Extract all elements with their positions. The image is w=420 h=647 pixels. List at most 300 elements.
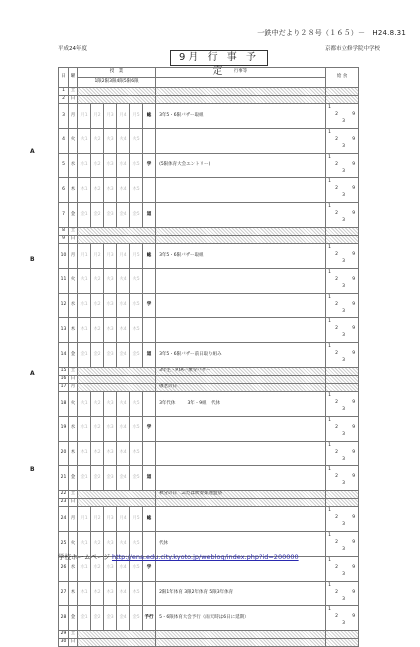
lunch-grade: 2 (335, 399, 338, 405)
table-row (59, 243, 359, 268)
lunch-grade: 2 (335, 112, 338, 117)
period-cell: 金2 (91, 203, 104, 228)
day-cell: 13 (59, 318, 69, 343)
event-cell (156, 293, 326, 318)
period-cell: 木1 (78, 581, 91, 606)
period-cell: 月3 (104, 104, 117, 129)
period-cell: 火4 (117, 391, 130, 416)
event-cell (156, 507, 326, 532)
lunch-grade: 2 (335, 589, 338, 595)
lunch-count: 9 (352, 474, 356, 480)
table-row (59, 639, 359, 647)
table-row (59, 416, 359, 441)
lunch-grade: 1 (328, 204, 331, 210)
school-homepage-link[interactable]: http://ena.edu.city.kyoto.jp/weblog/index.php?id=200000 (111, 553, 299, 561)
period-cell: 水5 (130, 416, 143, 441)
period-cell: 水4 (117, 293, 130, 318)
period-cell: 水3 (104, 293, 117, 318)
period-cell: 火2 (91, 531, 104, 556)
event-cell (156, 416, 326, 441)
period-6-cell: 学 (143, 556, 156, 581)
period-cell: 金5 (130, 343, 143, 368)
table-row (59, 606, 359, 631)
holiday-periods (78, 88, 156, 96)
week-marker-b2: B (30, 466, 35, 473)
header-events-blank (156, 78, 326, 88)
lunch-count: 9 (352, 251, 356, 257)
period-cell: 木5 (130, 441, 143, 466)
event-cell (156, 178, 326, 203)
lunch-grade: 3 (342, 431, 345, 437)
period-cell: 木5 (130, 581, 143, 606)
period-6-cell: 予行 (143, 606, 156, 631)
lunch-grade: 3 (342, 283, 345, 289)
weekday-cell: 水 (69, 293, 78, 318)
lunch-cell (326, 318, 359, 343)
period-cell: 金4 (117, 606, 130, 631)
period-6-cell: 学 (143, 293, 156, 318)
lunch-grade: 3 (342, 481, 345, 487)
holiday-periods (78, 375, 156, 383)
period-cell: 月1 (78, 104, 91, 129)
lunch-count: 9 (352, 424, 356, 430)
table-row (59, 581, 359, 606)
period-6-cell (143, 268, 156, 293)
table-row (59, 104, 359, 129)
lunch-grade: 1 (328, 557, 331, 563)
lunch-count: 9 (352, 161, 356, 167)
substitute-note: 3年代休 (159, 400, 176, 406)
period-cell: 火3 (104, 531, 117, 556)
event-cell (156, 88, 326, 96)
period-cell: 木1 (78, 178, 91, 203)
header-classes: 授 業 (78, 68, 156, 78)
weekday-cell: 火 (69, 391, 78, 416)
holiday-periods (78, 96, 156, 104)
weekday-cell: 日 (69, 235, 78, 243)
lunch-grade: 2 (335, 161, 338, 167)
period-cell: 水2 (91, 293, 104, 318)
table-row (59, 343, 359, 368)
period-cell: 火1 (78, 391, 91, 416)
lunch-cell (326, 203, 359, 228)
day-cell: 9 (59, 235, 69, 243)
event-cell (156, 375, 326, 383)
period-cell: 月4 (117, 104, 130, 129)
lunch-grade: 3 (342, 308, 345, 314)
lunch-grade: 2 (335, 449, 338, 455)
period-cell: 水1 (78, 153, 91, 178)
lunch-count: 9 (352, 614, 356, 620)
day-cell: 21 (59, 466, 69, 491)
lunch-count: 9 (352, 136, 356, 142)
period-cell: 水5 (130, 153, 143, 178)
day-cell: 20 (59, 441, 69, 466)
period-cell: 水3 (104, 416, 117, 441)
weekday-cell: 日 (69, 375, 78, 383)
event-text: 3年5・6限バザー取組 (159, 112, 204, 118)
table-row (59, 491, 359, 499)
period-6-cell (143, 581, 156, 606)
holiday-periods (78, 639, 156, 647)
period-cell: 火4 (117, 268, 130, 293)
lunch-grade: 2 (335, 276, 338, 282)
period-cell: 月1 (78, 243, 91, 268)
lunch-count: 9 (352, 449, 356, 455)
header-day: 日 (59, 68, 69, 88)
period-cell: 金2 (91, 343, 104, 368)
weekday-cell: 金 (69, 203, 78, 228)
lunch-grade: 1 (328, 582, 331, 588)
table-row (59, 235, 359, 243)
weekday-cell: 水 (69, 556, 78, 581)
lunch-grade: 1 (328, 294, 331, 300)
lunch-grade: 3 (342, 522, 345, 528)
period-cell: 火3 (104, 391, 117, 416)
weekday-cell: 金 (69, 606, 78, 631)
table-row (59, 441, 359, 466)
table-row (59, 268, 359, 293)
period-cell: 月1 (78, 507, 91, 532)
period-cell: 金2 (91, 466, 104, 491)
event-cell (156, 153, 326, 178)
lunch-grade: 1 (328, 154, 331, 160)
event-cell (156, 466, 326, 491)
period-cell: 月2 (91, 243, 104, 268)
table-row (59, 178, 359, 203)
period-cell: 木4 (117, 178, 130, 203)
day-cell: 18 (59, 391, 69, 416)
event-cell (156, 581, 326, 606)
lunch-grade: 2 (335, 211, 338, 217)
table-row (59, 383, 359, 391)
day-cell: 24 (59, 507, 69, 532)
lunch-cell (326, 507, 359, 532)
lunch-grade: 1 (328, 392, 331, 398)
event-cell (156, 391, 326, 416)
lunch-grade: 2 (335, 351, 338, 357)
period-cell: 金1 (78, 203, 91, 228)
period-cell: 金3 (104, 343, 117, 368)
holiday-periods (78, 227, 156, 235)
lunch-cell (326, 104, 359, 129)
period-cell: 木4 (117, 441, 130, 466)
period-cell: 月2 (91, 507, 104, 532)
day-cell: 25 (59, 531, 69, 556)
period-6-cell: 総 (143, 104, 156, 129)
lunch-count: 9 (352, 589, 356, 595)
lunch-count: 9 (352, 515, 356, 521)
footer (58, 552, 299, 561)
lunch-count: 9 (352, 112, 356, 117)
table-row (59, 499, 359, 507)
day-cell: 8 (59, 227, 69, 235)
period-cell: 月2 (91, 104, 104, 129)
weekday-cell: 水 (69, 416, 78, 441)
period-cell: 火5 (130, 391, 143, 416)
week-marker-a2: A (30, 370, 35, 377)
fiscal-year: 平成24年度 (58, 46, 87, 52)
weekday-cell: 土 (69, 227, 78, 235)
weekday-cell: 木 (69, 178, 78, 203)
period-cell: 月3 (104, 507, 117, 532)
period-cell: 金3 (104, 606, 117, 631)
period-cell: 火5 (130, 531, 143, 556)
period-cell: 水3 (104, 556, 117, 581)
lunch-cell (326, 383, 359, 391)
lunch-grade: 1 (328, 129, 331, 135)
lunch-grade: 2 (335, 424, 338, 430)
weekday-cell: 日 (69, 639, 78, 647)
lunch-grade: 1 (328, 467, 331, 473)
lunch-grade: 3 (342, 546, 345, 552)
period-cell: 木3 (104, 581, 117, 606)
table-row (59, 367, 359, 375)
event-cell (156, 318, 326, 343)
lunch-grade: 3 (342, 119, 345, 124)
table-row (59, 96, 359, 104)
period-cell: 金1 (78, 466, 91, 491)
event-text: 代休 (159, 540, 169, 546)
period-cell: 水1 (78, 293, 91, 318)
period-cell: 火2 (91, 128, 104, 153)
weekday-cell: 火 (69, 268, 78, 293)
day-cell: 11 (59, 268, 69, 293)
period-cell: 水4 (117, 556, 130, 581)
weekday-cell: 月 (69, 383, 78, 391)
lunch-grade: 3 (342, 406, 345, 412)
event-cell (156, 227, 326, 235)
period-cell: 木1 (78, 318, 91, 343)
weekday-cell: 日 (69, 96, 78, 104)
header-lunch: 給 食 (326, 68, 359, 88)
period-cell: 火3 (104, 128, 117, 153)
period-cell: 火3 (104, 268, 117, 293)
event-text: 3年5・6限バザー前日取り組み (159, 351, 222, 357)
table-row (59, 507, 359, 532)
lunch-count: 9 (352, 564, 356, 570)
lunch-grade: 3 (342, 358, 345, 364)
lunch-grade: 1 (328, 244, 331, 250)
lunch-grade: 3 (342, 596, 345, 602)
lunch-cell (326, 375, 359, 383)
event-cell (156, 499, 326, 507)
period-cell: 火2 (91, 268, 104, 293)
period-cell: 火4 (117, 531, 130, 556)
holiday-periods (78, 383, 156, 391)
weekday-cell: 土 (69, 631, 78, 639)
table-row (59, 318, 359, 343)
day-cell: 26 (59, 556, 69, 581)
lunch-cell (326, 178, 359, 203)
period-cell: 水2 (91, 416, 104, 441)
lunch-grade: 3 (342, 571, 345, 577)
period-cell: 月5 (130, 507, 143, 532)
period-cell: 金1 (78, 606, 91, 631)
event-cell: 3年生・PTA一乗寺バザー (156, 367, 326, 375)
period-6-cell (143, 441, 156, 466)
weekday-cell: 月 (69, 507, 78, 532)
lunch-cell (326, 88, 359, 96)
weekday-cell: 金 (69, 343, 78, 368)
period-cell: 水4 (117, 416, 130, 441)
day-cell: 4 (59, 128, 69, 153)
lunch-grade: 3 (342, 258, 345, 264)
lunch-cell (326, 243, 359, 268)
page-title: 9月 行 事 予 定 (170, 50, 268, 66)
lunch-grade: 2 (335, 186, 338, 192)
period-cell: 水2 (91, 556, 104, 581)
lunch-grade: 1 (328, 417, 331, 423)
day-cell: 2 (59, 96, 69, 104)
period-cell: 水2 (91, 153, 104, 178)
newsletter-number: 一鉄中だより２８号（１６５）－ H24.8.31 (257, 29, 406, 37)
holiday-periods (78, 491, 156, 499)
lunch-cell (326, 128, 359, 153)
period-cell: 月3 (104, 243, 117, 268)
period-cell: 金2 (91, 606, 104, 631)
weekday-cell: 木 (69, 318, 78, 343)
period-cell: 木4 (117, 318, 130, 343)
period-cell: 火5 (130, 268, 143, 293)
day-cell: 23 (59, 499, 69, 507)
footer-label: 学校ホームページ (58, 553, 110, 561)
event-text: 3年5・6限バザー取組 (159, 252, 204, 258)
table-row (59, 293, 359, 318)
day-cell: 30 (59, 639, 69, 647)
lunch-grade: 2 (335, 474, 338, 480)
table-row (59, 631, 359, 639)
table-row (59, 227, 359, 235)
day-cell: 22 (59, 491, 69, 499)
period-cell: 月4 (117, 507, 130, 532)
period-6-cell: 道 (143, 203, 156, 228)
period-cell: 金3 (104, 466, 117, 491)
lunch-grade: 3 (342, 168, 345, 174)
lunch-cell (326, 227, 359, 235)
lunch-cell (326, 268, 359, 293)
holiday-periods (78, 367, 156, 375)
table-row (59, 88, 359, 96)
day-cell: 12 (59, 293, 69, 318)
period-cell: 火1 (78, 128, 91, 153)
lunch-cell (326, 153, 359, 178)
lunch-cell (326, 531, 359, 556)
day-cell: 28 (59, 606, 69, 631)
header-weekday: 曜 (69, 68, 78, 88)
header-periods: 1限2限3限4限5限6限 (78, 78, 156, 88)
header-events: 行事等 (156, 68, 326, 78)
day-cell: 16 (59, 375, 69, 383)
period-cell: 金3 (104, 203, 117, 228)
period-cell: 金5 (130, 606, 143, 631)
lunch-cell (326, 391, 359, 416)
day-cell: 15 (59, 367, 69, 375)
holiday-periods (78, 235, 156, 243)
period-cell: 水5 (130, 293, 143, 318)
lunch-cell (326, 235, 359, 243)
day-cell: 5 (59, 153, 69, 178)
lunch-cell (326, 631, 359, 639)
lunch-grade: 3 (342, 218, 345, 224)
lunch-cell (326, 606, 359, 631)
lunch-cell (326, 367, 359, 375)
day-cell: 10 (59, 243, 69, 268)
period-cell: 金5 (130, 203, 143, 228)
event-cell (156, 96, 326, 104)
lunch-grade: 2 (335, 251, 338, 257)
period-6-cell: 道 (143, 343, 156, 368)
event-text: 2限1年体育 3限2年体育 5限3年体育 (159, 590, 234, 596)
table-row (59, 466, 359, 491)
weekday-cell: 日 (69, 499, 78, 507)
school-name: 京都市立修学院中学校 (324, 46, 380, 52)
period-cell: 火1 (78, 531, 91, 556)
lunch-grade: 1 (328, 442, 331, 448)
lunch-count: 9 (352, 186, 356, 192)
weekday-cell: 土 (69, 367, 78, 375)
event-cell: 秋分の日 ふたば吹奏楽連盟祭 (156, 491, 326, 499)
table-row (59, 203, 359, 228)
period-cell: 月4 (117, 243, 130, 268)
event-cell (156, 268, 326, 293)
lunch-cell (326, 491, 359, 499)
lunch-grade: 1 (328, 105, 331, 110)
event-text: 5・6限体育大会予行（雨天時は6日に延期） (159, 614, 249, 620)
period-cell: 金4 (117, 466, 130, 491)
lunch-cell (326, 581, 359, 606)
period-6-cell: 学 (143, 153, 156, 178)
lunch-grade: 1 (328, 607, 331, 613)
lunch-grade: 3 (342, 333, 345, 339)
period-cell: 水1 (78, 416, 91, 441)
weekday-cell: 木 (69, 441, 78, 466)
lunch-grade: 1 (328, 532, 331, 538)
lunch-count: 9 (352, 539, 356, 545)
weekday-cell: 火 (69, 531, 78, 556)
event-cell (156, 128, 326, 153)
event-text: (5限体育大会エントリー) (159, 162, 211, 168)
day-cell: 7 (59, 203, 69, 228)
period-cell: 木2 (91, 441, 104, 466)
lunch-grade: 1 (328, 269, 331, 275)
lunch-cell (326, 293, 359, 318)
period-cell: 金4 (117, 203, 130, 228)
lunch-cell (326, 639, 359, 647)
weekday-cell: 土 (69, 491, 78, 499)
event-cell (156, 235, 326, 243)
weekday-cell: 火 (69, 128, 78, 153)
day-cell: 17 (59, 383, 69, 391)
lunch-grade: 3 (342, 193, 345, 199)
period-cell: 金1 (78, 343, 91, 368)
lunch-grade: 2 (335, 301, 338, 307)
day-cell: 29 (59, 631, 69, 639)
period-cell: 月5 (130, 104, 143, 129)
period-6-cell (143, 391, 156, 416)
lunch-count: 9 (352, 211, 356, 217)
lunch-cell (326, 466, 359, 491)
table-row (59, 153, 359, 178)
lunch-cell (326, 96, 359, 104)
holiday-periods (78, 631, 156, 639)
period-cell: 木4 (117, 581, 130, 606)
lunch-grade: 1 (328, 319, 331, 325)
period-6-cell: 学 (143, 416, 156, 441)
period-cell: 金5 (130, 466, 143, 491)
event-cell (156, 203, 326, 228)
lunch-grade: 3 (342, 456, 345, 462)
